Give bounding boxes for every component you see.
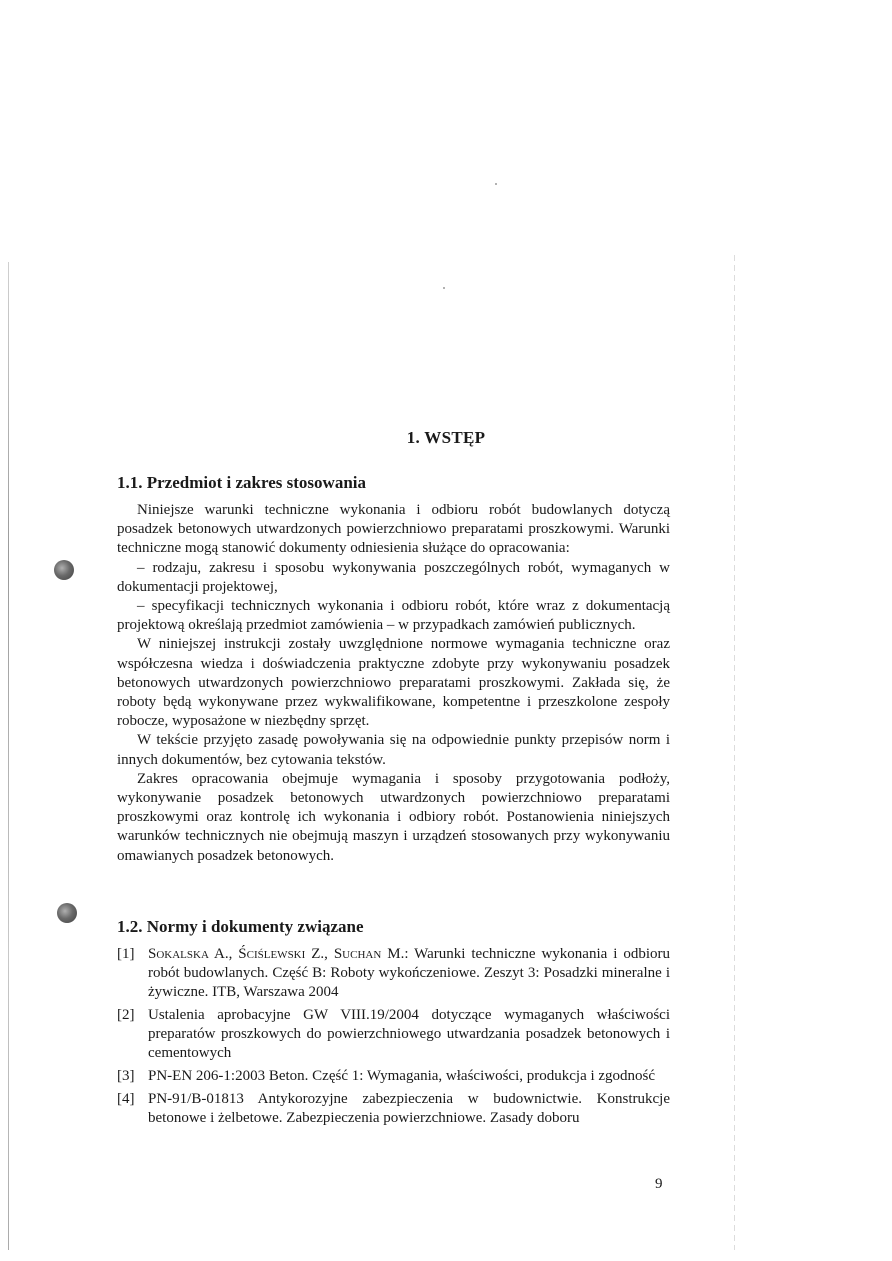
scan-edge-left	[8, 262, 9, 1250]
reference-number: [3]	[117, 1068, 135, 1084]
binder-hole-icon	[57, 903, 77, 923]
reference-authors: Sokalska A., Ściślewski Z., Suchan M.	[148, 946, 405, 962]
reference-item	[117, 1067, 670, 1086]
reference-text: Ustalenia aprobacyjne GW VIII.19/2004 dotyczące wymaganych właściwości preparatów proszkowych do powierzchniowego utwardzania posadzek betonowych i cementowych	[148, 1007, 670, 1061]
section-heading: 1.2. Normy i dokumenty związane	[117, 917, 364, 936]
paragraph: Niniejsze warunki techniczne wykonania i odbioru robót budowlanych dotyczą posadzek betonowych utwardzonych powierzchniowo preparatami proszkowymi. Warunki techniczne mogą stanowić dokumenty odniesienia służące do opracowania:	[117, 502, 670, 557]
scan-speck	[443, 287, 445, 289]
reference-text: PN-EN 206-1:2003 Beton. Część 1: Wymagania, właściwości, produkcja i zgodność	[148, 1068, 656, 1084]
section-body	[117, 501, 670, 866]
scan-speck	[495, 183, 497, 185]
reference-list	[117, 945, 670, 1132]
reference-text: : Warunki techniczne wykonania i odbioru robót budowlanych. Część B: Roboty wykończeniowe. Zeszyt 3: Posadzki mineralne i żywiczne. ITB, Warszawa 2004	[148, 946, 670, 1000]
paragraph: Zakres opracowania obejmuje wymagania i sposoby przygotowania podłoży, wykonywanie posadzek betonowych utwardzonych powierzchniowo preparatami proszkowymi oraz kontrolę ich wykonania i odbiory robót. Postanowienia niniejszych warunków technicznych nie obejmują maszyn i urządzeń stosowanych przy wykonywaniu omawianych posadzek betonowych.	[117, 770, 670, 864]
chapter-title: 1. WSTĘP	[406, 428, 486, 447]
scan-edge-right	[734, 255, 735, 1250]
reference-item	[117, 1006, 670, 1063]
reference-number: [1]	[117, 946, 135, 962]
paragraph: W tekście przyjęto zasadę powoływania się na odpowiednie punkty przepisów norm i innych dokumentów, bez cytowania tekstów.	[117, 732, 670, 768]
list-item: – rodzaju, zakresu i sposobu wykonywania poszczególnych robót, wymaganych w dokumentacji projektowej,	[117, 559, 670, 595]
binder-hole-icon	[54, 560, 74, 580]
paragraph: W niniejszej instrukcji zostały uwzględnione normowe wymagania techniczne oraz współczesna wiedza i doświadczenia praktyczne zdobyte przy wykonywaniu posadzek betonowych utwardzonych powierzchniowo preparatami proszkowymi. Zakłada się, że roboty będą wykonywane przez wykwalifikowane, kompetentne i przeszkolone zespoły robocze, wyposażone w niezbędny sprzęt.	[117, 636, 670, 730]
reference-number: [2]	[117, 1007, 135, 1023]
page-number: 9	[655, 1176, 663, 1192]
reference-item	[117, 1090, 670, 1128]
reference-number: [4]	[117, 1091, 135, 1107]
list-item: – specyfikacji technicznych wykonania i odbioru robót, które wraz z dokumentacją projektową określają przedmiot zamówienia – w przypadkach zamówień publicznych.	[117, 598, 670, 634]
section-heading: 1.1. Przedmiot i zakres stosowania	[117, 473, 366, 492]
reference-item	[117, 945, 670, 1002]
reference-text: PN-91/B-01813 Antykorozyjne zabezpieczenia w budownictwie. Konstrukcje betonowe i żelbetowe. Zabezpieczenia powierzchniowe. Zasady doboru	[148, 1091, 670, 1126]
